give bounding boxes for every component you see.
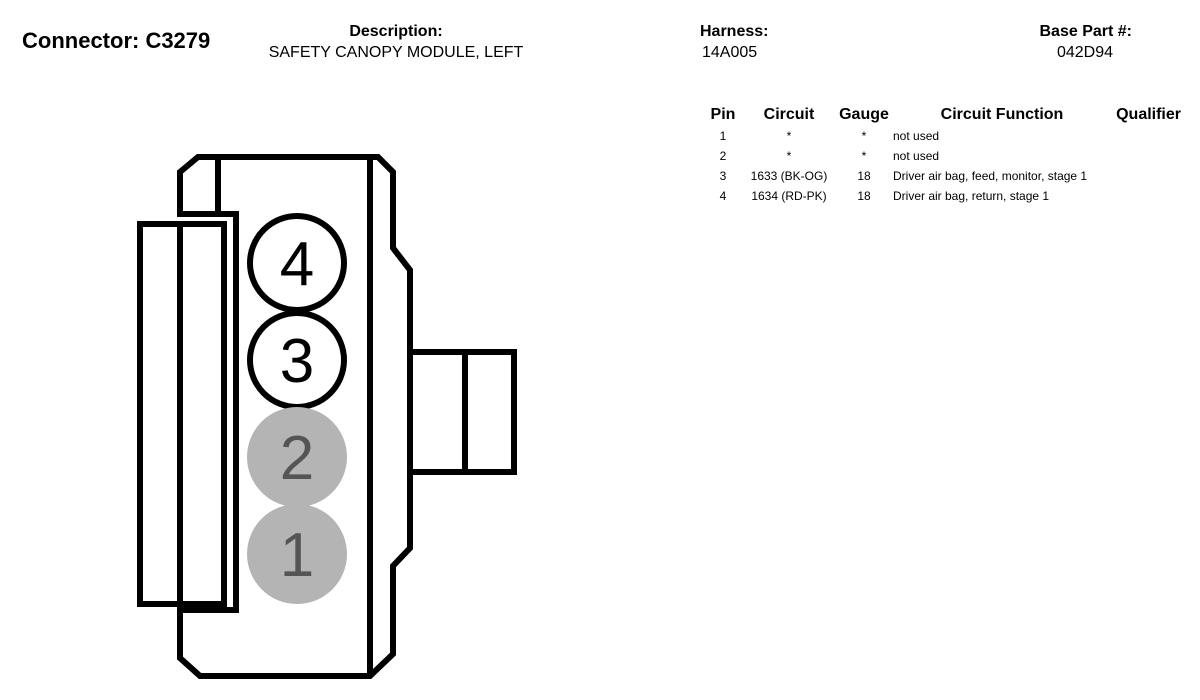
description-label: Description: [349,23,443,40]
pin-table [703,104,1181,206]
cell-circuit: 1633 (BK-OG) [750,169,828,183]
col-header-gauge: Gauge [839,106,889,123]
cell-pin: 3 [719,169,727,183]
harness-label: Harness: [700,23,769,40]
table-row [703,186,1181,206]
pin-number-2: 2 [279,424,315,493]
col-header-qualifier: Qualifier [1116,106,1181,123]
cell-circuit: 1634 (RD-PK) [751,189,827,203]
pin-number-4: 4 [279,230,315,299]
cell-function: not used [893,129,940,143]
description-value: SAFETY CANOPY MODULE, LEFT [268,44,524,61]
pin-number-3: 3 [279,327,315,396]
cell-qualifier [1111,186,1181,206]
base-part-value: 042D94 [1056,44,1114,61]
cell-function: Driver air bag, return, stage 1 [893,189,1050,203]
base-part-block [1020,22,1132,64]
cell-pin: 4 [719,189,727,203]
connector-face-diagram [130,148,530,688]
table-row [703,126,1181,146]
cell-function: Driver air bag, feed, monitor, stage 1 [893,169,1088,183]
cell-gauge: * [861,129,867,143]
base-part-label: Base Part #: [1039,23,1132,40]
col-header-circuit: Circuit [763,106,815,123]
table-row [703,166,1181,186]
pin-number-1: 1 [279,521,315,590]
harness-block [700,22,778,64]
col-header-function: Circuit Function [940,106,1064,123]
connector-title: Connector: C3279 [22,28,211,53]
cell-function: not used [893,149,940,163]
cell-qualifier [1111,126,1181,146]
pin-table-header-row [703,104,1181,126]
cell-circuit: * [786,129,792,143]
cell-circuit: * [786,149,792,163]
cell-qualifier [1111,146,1181,166]
cell-gauge: 18 [857,189,871,203]
table-row [703,146,1181,166]
cell-gauge: * [861,149,867,163]
pin-group [247,216,347,604]
description-block [258,22,534,64]
col-header-pin: Pin [710,106,736,123]
cell-pin: 1 [719,129,727,143]
cell-gauge: 18 [857,169,871,183]
harness-value: 14A005 [702,44,758,61]
cell-pin: 2 [719,149,727,163]
cell-qualifier [1111,166,1181,186]
